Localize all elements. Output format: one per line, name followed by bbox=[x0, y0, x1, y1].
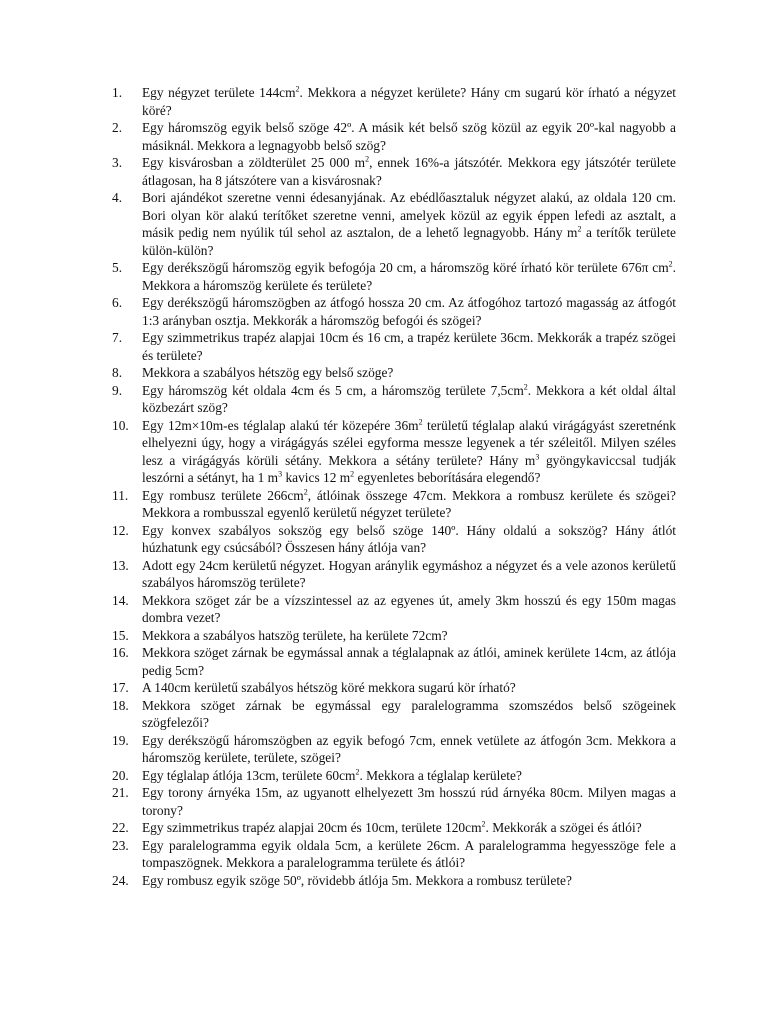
problem-number: 16. bbox=[112, 645, 129, 660]
problem-list bbox=[112, 84, 676, 889]
problem-number: 12. bbox=[112, 522, 129, 538]
problem-number: 8. bbox=[112, 365, 123, 380]
problem-item bbox=[112, 557, 676, 592]
problem-sheet bbox=[112, 84, 676, 889]
problem-item bbox=[112, 767, 676, 785]
problem-number: 21. bbox=[112, 785, 129, 800]
problem-text: Bori ajándékot szeretne venni édesanyjának. Az ebédlőasztaluk négyzet alakú, az oldala 120 cm. Bori olyan kör alakú terítőket szeretne venni, amelyek közül az egyik éppen lefedi az asztalt, a másik pedig nem nyúlik túl sehol az asztalon, de a lehető legnagyobb. Hány $m^2$ a terítők területe külön-külön? bbox=[142, 190, 676, 258]
problem-text: Egy rombusz területe $266cm^2$, átlóinak összege 47cm. Mekkora a rombusz kerülete és szögei? Mekkora a rombusszal egyenlő kerületű négyzet területe? bbox=[142, 487, 676, 520]
problem-text: Egy rombusz egyik szöge 50º, rövidebb átlója 5m. Mekkora a rombusz területe? bbox=[142, 872, 572, 888]
problem-item bbox=[112, 119, 676, 154]
problem-number: 13. bbox=[112, 557, 129, 573]
problem-number: 17. bbox=[112, 680, 129, 695]
problem-number: 3. bbox=[112, 155, 123, 170]
problem-item bbox=[112, 732, 676, 767]
problem-text: Egy szimmetrikus trapéz alapjai 20cm és 10cm, területe $120cm^2$. Mekkorák a szögei és átlói? bbox=[142, 819, 642, 835]
problem-item bbox=[112, 872, 676, 890]
problem-text: Mekkora a szabályos hatszög területe, ha kerülete 72cm? bbox=[142, 627, 448, 643]
problem-text: Egy torony árnyéka 15m, az ugyanott elhelyezett 3m hosszú rúd árnyéka 80cm. Milyen magas a torony? bbox=[142, 785, 676, 818]
problem-item bbox=[112, 417, 676, 487]
problem-text: Egy 12m×10m-es téglalap alakú tér közepére $36m^2$ területű téglalap alakú virágágyást szeretnénk elhelyezni úgy, hogy a virágágyás szélei egyforma messze legyenek a tér széleitől. Milyen széles lesz a virágágyás körüli sétány. Mekkora a sétány területe? Hány $m^3$ gyöngykaviccsal tudják leszórni a sétányt, ha 1 $m^3$ kavics 12 $m^2$ egyenletes beborítására elegendő? bbox=[142, 417, 676, 485]
problem-item bbox=[112, 154, 676, 189]
problem-item bbox=[112, 837, 676, 872]
problem-number: 10. bbox=[112, 417, 129, 433]
problem-item bbox=[112, 294, 676, 329]
problem-item bbox=[112, 627, 676, 645]
problem-item bbox=[112, 592, 676, 627]
problem-number: 14. bbox=[112, 592, 129, 608]
problem-text: Mekkora a szabályos hétszög egy belső szöge? bbox=[142, 365, 394, 380]
problem-number: 1. bbox=[112, 85, 123, 100]
problem-number: 18. bbox=[112, 697, 129, 713]
problem-item bbox=[112, 487, 676, 522]
problem-text: Egy konvex szabályos sokszög egy belső szöge 140º. Hány oldalú a sokszög? Hány átlót húzhatunk egy csúcsából? Összesen hány átlója van? bbox=[142, 522, 676, 555]
problem-item bbox=[112, 382, 676, 417]
problem-number: 24. bbox=[112, 872, 129, 888]
problem-item bbox=[112, 819, 676, 837]
problem-item bbox=[112, 329, 676, 364]
problem-number: 20. bbox=[112, 767, 129, 783]
problem-text: Mekkora szöget zárnak be egymással annak a téglalapnak az átlói, aminek kerülete 14cm, az átlója pedig 5cm? bbox=[142, 645, 676, 678]
problem-number: 6. bbox=[112, 295, 123, 310]
problem-text: Egy háromszög két oldala 4cm és 5 cm, a háromszög területe $7,5cm^2$. Mekkora a két oldal által közbezárt szög? bbox=[142, 382, 676, 415]
problem-number: 5. bbox=[112, 260, 123, 275]
problem-number: 19. bbox=[112, 732, 129, 748]
problem-number: 11. bbox=[112, 487, 129, 503]
problem-number: 2. bbox=[112, 120, 123, 135]
problem-text: Mekkora szöget zárnak be egymással egy paralelogramma szomszédos belső szögeinek szögfelezői? bbox=[142, 697, 676, 730]
problem-number: 7. bbox=[112, 330, 123, 345]
problem-number: 9. bbox=[112, 382, 123, 398]
problem-number: 15. bbox=[112, 627, 129, 643]
problem-number: 23. bbox=[112, 837, 129, 853]
problem-number: 22. bbox=[112, 820, 129, 835]
problem-item bbox=[112, 84, 676, 119]
problem-item bbox=[112, 784, 676, 819]
problem-text: A 140cm kerületű szabályos hétszög köré mekkora sugarú kör írható? bbox=[142, 680, 516, 695]
problem-text: Egy derékszögű háromszögben az egyik befogó 7cm, ennek vetülete az átfogón 3cm. Mekkora a háromszög kerülete, területe, szögei? bbox=[142, 732, 676, 765]
problem-text: Mekkora szöget zár be a vízszintessel az az egyenes út, amely 3km hosszú és egy 150m magas dombra vezet? bbox=[142, 592, 676, 625]
problem-number: 4. bbox=[112, 190, 123, 205]
problem-text: Egy háromszög egyik belső szöge 42º. A másik két belső szög közül az egyik 20º-kal nagyobb a másiknál. Mekkora a legnagyobb belső szög? bbox=[142, 120, 676, 153]
problem-text: Egy kisvárosban a zöldterület 25 000 $m^2$, ennek 16%-a játszótér. Mekkora egy játszótér területe átlagosan, ha 8 játszótere van a kisvárosnak? bbox=[142, 154, 677, 188]
problem-text: Egy szimmetrikus trapéz alapjai 10cm és 16 cm, a trapéz kerülete 36cm. Mekkorák a trapéz szögei és területe? bbox=[142, 330, 676, 363]
problem-item bbox=[112, 679, 676, 697]
problem-item bbox=[112, 189, 676, 259]
problem-text: Egy derékszögű háromszögben az átfogó hossza 20 cm. Az átfogóhoz tartozó magasság az átfogót 1:3 arányban osztja. Mekkorák a háromszög befogói és szögei? bbox=[142, 295, 676, 328]
problem-text: Egy paralelogramma egyik oldala 5cm, a kerülete 26cm. A paralelogramma hegyesszöge fele a tompaszögnek. Mekkora a paralelogramma területe és átlói? bbox=[142, 837, 676, 870]
problem-text: Egy téglalap átlója 13cm, területe $60cm^2$. Mekkora a téglalap kerülete? bbox=[142, 767, 522, 783]
problem-item bbox=[112, 364, 676, 382]
problem-text: Egy négyzet területe $144cm^2$. Mekkora a négyzet kerülete? Hány cm sugarú kör írható a négyzet köré? bbox=[142, 84, 676, 118]
problem-text: Adott egy 24cm kerületű négyzet. Hogyan aránylik egymáshoz a négyzet és a vele azonos kerületű szabályos háromszög területe? bbox=[142, 557, 676, 590]
problem-text: Egy derékszögű háromszög egyik befogója 20 cm, a háromszög köré írható kör területe 676π $cm^2$. Mekkora a háromszög kerülete és területe? bbox=[142, 259, 676, 293]
problem-item bbox=[112, 644, 676, 679]
problem-item bbox=[112, 697, 676, 732]
problem-item bbox=[112, 522, 676, 557]
problem-item bbox=[112, 259, 676, 294]
